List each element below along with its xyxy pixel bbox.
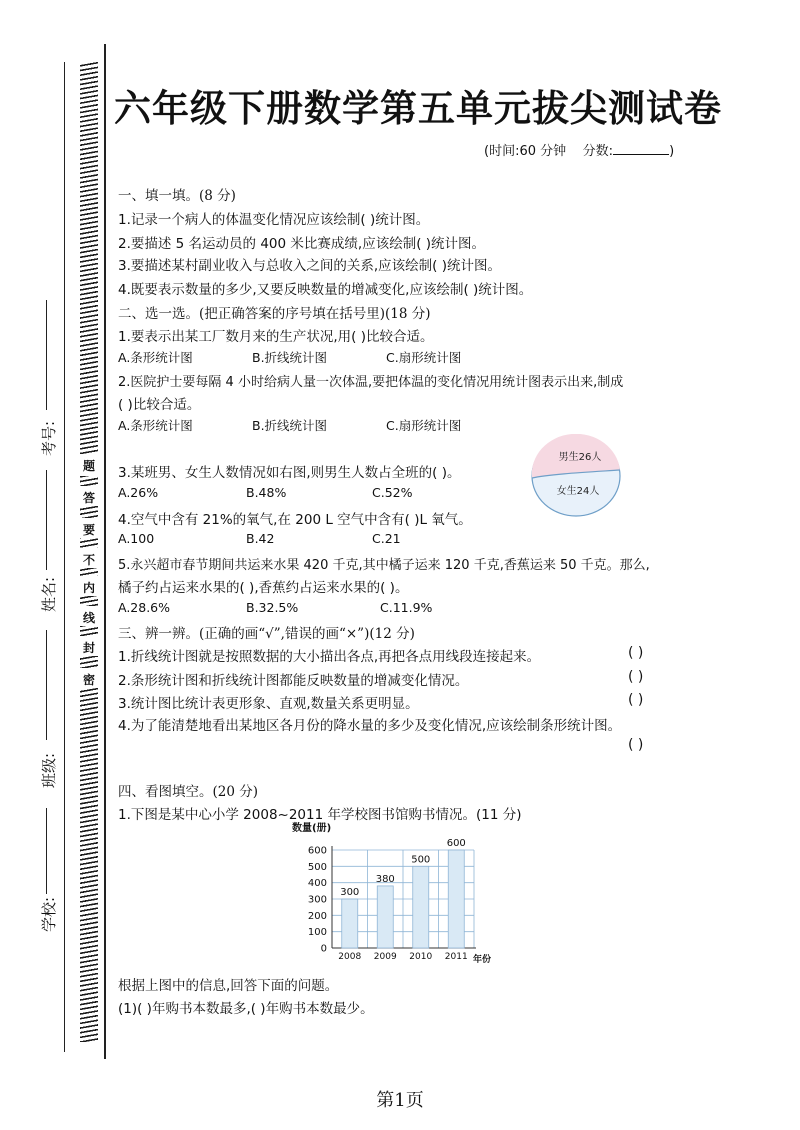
x-tick-label: 2009 bbox=[373, 952, 397, 962]
exam-number-line bbox=[46, 300, 47, 410]
y-tick-label: 500 bbox=[307, 861, 327, 873]
bar-data-label: 500 bbox=[411, 854, 431, 866]
s3-statement-1: 1.折线统计图就是按照数据的大小描出各点,再把各点用线段连接起来。 bbox=[118, 649, 541, 665]
s2-question-4: 4.空气中含有 21%的氧气,在 200 L 空气中含有( )L 氧气。 bbox=[118, 512, 472, 528]
seal-char: 题 bbox=[82, 459, 95, 473]
s3-statement-2: 2.条形统计图和折线统计图都能反映数量的增减变化情况。 bbox=[118, 673, 469, 689]
name-label: 姓名: bbox=[40, 576, 58, 612]
bar bbox=[448, 850, 464, 948]
x-tick-label: 2010 bbox=[409, 952, 433, 962]
s3-statement-3: 3.统计图比统计表更形象、直观,数量关系更明显。 bbox=[118, 696, 419, 712]
class-line bbox=[46, 630, 47, 740]
class-label: 班级: bbox=[40, 752, 58, 788]
s2-question-3: 3.某班男、女生人数情况如右图,则男生人数占全班的( )。 bbox=[118, 465, 461, 481]
bar-data-label: 380 bbox=[375, 873, 395, 885]
score-close: ) bbox=[669, 144, 675, 159]
s2-q1-option-a: A.条形统计图 bbox=[118, 350, 193, 365]
bar bbox=[413, 866, 429, 948]
seal-char: 密 bbox=[82, 673, 95, 687]
y-tick-label: 300 bbox=[307, 894, 327, 906]
s4-question-1: 1.下图是某中心小学 2008~2011 年学校图书馆购书情况。(11 分) bbox=[118, 807, 522, 823]
s2-q3-option-a: A.26% bbox=[118, 485, 159, 500]
s4-subquestion-1: (1)( )年购书本数最多,( )年购书本数最少。 bbox=[118, 1001, 374, 1017]
s2-q4-option-b: B.42 bbox=[246, 531, 275, 546]
s1-question-4: 4.既要表示数量的多少,又要反映数量的增减变化,应该绘制( )统计图。 bbox=[118, 282, 533, 298]
score-label: 分数: bbox=[582, 144, 614, 159]
s2-q1-option-c: C.扇形统计图 bbox=[386, 350, 462, 365]
s2-q3-option-c: C.52% bbox=[372, 485, 413, 500]
s2-q4-option-c: C.21 bbox=[372, 531, 401, 546]
time-label: (时间:60 分钟 bbox=[484, 144, 567, 159]
section2-heading: 二、选一选。(把正确答案的序号填在括号里)(18 分) bbox=[118, 306, 431, 322]
s2-question-5-line1: 5.永兴超市春节期间共运来水果 420 千克,其中橘子运来 120 千克,香蕉运来 50 千克。那么, bbox=[118, 558, 650, 573]
page-number: 第1页 bbox=[376, 1090, 424, 1111]
exam-number-label: 考号: bbox=[40, 420, 58, 456]
s2-question-5-line2: 橘子约占运来水果的( ),香蕉约占运来水果的( )。 bbox=[118, 580, 409, 596]
pie-label-boys: 男生26人 bbox=[558, 452, 602, 463]
school-label: 学校: bbox=[40, 896, 58, 932]
name-line bbox=[46, 470, 47, 570]
s2-q2-option-a: A.条形统计图 bbox=[118, 418, 193, 433]
s2-q2-option-b: B.折线统计图 bbox=[252, 418, 328, 433]
score-blank bbox=[613, 142, 669, 155]
seal-char: 要 bbox=[82, 523, 95, 537]
s2-q5-option-a: A.28.6% bbox=[118, 600, 171, 615]
seal-char: 不 bbox=[82, 553, 95, 567]
s2-q3-option-b: B.48% bbox=[246, 485, 287, 500]
s2-q5-option-c: C.11.9% bbox=[380, 600, 433, 615]
bar-data-label: 600 bbox=[446, 838, 466, 849]
x-tick-label: 2008 bbox=[338, 952, 362, 962]
s1-question-2: 2.要描述 5 名运动员的 400 米比赛成绩,应该绘制( )统计图。 bbox=[118, 236, 486, 252]
y-tick-label: 600 bbox=[307, 845, 327, 857]
s2-q1-option-b: B.折线统计图 bbox=[252, 350, 328, 365]
s2-q4-option-a: A.100 bbox=[118, 531, 155, 546]
gender-pie-chart bbox=[530, 434, 622, 518]
s2-question-1: 1.要表示出某工厂数月来的生产状况,用( )比较合适。 bbox=[118, 329, 434, 345]
binding-inner-line bbox=[64, 62, 65, 1052]
y-tick-label: 0 bbox=[320, 943, 327, 955]
s3-answer-1: ( ) bbox=[628, 645, 644, 661]
seal-char: 封 bbox=[82, 641, 95, 655]
s3-statement-4: 4.为了能清楚地看出某地区各月份的降水量的多少及变化情况,应该绘制条形统计图。 bbox=[118, 718, 622, 734]
bar-data-label: 300 bbox=[340, 887, 360, 898]
page-title: 六年级下册数学第五单元拔尖测试卷 bbox=[114, 86, 722, 130]
x-tick-label: 2011 bbox=[444, 952, 468, 962]
y-tick-label: 100 bbox=[307, 927, 327, 939]
seal-char: 内 bbox=[82, 581, 95, 595]
s1-question-3: 3.要描述某村副业收入与总收入之间的关系,应该绘制( )统计图。 bbox=[118, 258, 501, 274]
s4-after-chart: 根据上图中的信息,回答下面的问题。 bbox=[118, 978, 339, 994]
bar bbox=[377, 886, 393, 948]
school-line bbox=[46, 808, 47, 894]
seal-char: 答 bbox=[82, 491, 95, 505]
pie-label-girls: 女生24人 bbox=[556, 486, 600, 497]
y-tick-label: 400 bbox=[307, 878, 327, 890]
s2-question-2-line2: ( )比较合适。 bbox=[118, 397, 201, 413]
s2-q5-option-b: B.32.5% bbox=[246, 600, 299, 615]
section4-heading: 四、看图填空。(20 分) bbox=[118, 784, 259, 800]
bar bbox=[342, 899, 358, 948]
s3-answer-4: ( ) bbox=[628, 737, 644, 753]
chart-xlabel: 年份 bbox=[473, 955, 492, 965]
s3-answer-2: ( ) bbox=[628, 669, 644, 685]
s3-answer-3: ( ) bbox=[628, 692, 644, 708]
binding-outer-line bbox=[104, 44, 106, 1059]
s2-question-2-line1: 2.医院护士要每隔 4 小时给病人量一次体温,要把体温的变化情况用统计图表示出来,制成 bbox=[118, 375, 624, 390]
y-tick-label: 200 bbox=[307, 910, 327, 922]
book-purchase-bar-chart bbox=[290, 818, 520, 970]
seal-char: 线 bbox=[82, 611, 95, 625]
section3-heading: 三、辨一辨。(正确的画“√”,错误的画“×”)(12 分) bbox=[118, 626, 415, 642]
s2-q2-option-c: C.扇形统计图 bbox=[386, 418, 462, 433]
s1-question-1: 1.记录一个病人的体温变化情况应该绘制( )统计图。 bbox=[118, 212, 430, 228]
section1-heading: 一、填一填。(8 分) bbox=[118, 188, 236, 204]
time-score-line bbox=[484, 140, 674, 159]
chart-ylabel: 数量(册) bbox=[292, 823, 332, 834]
